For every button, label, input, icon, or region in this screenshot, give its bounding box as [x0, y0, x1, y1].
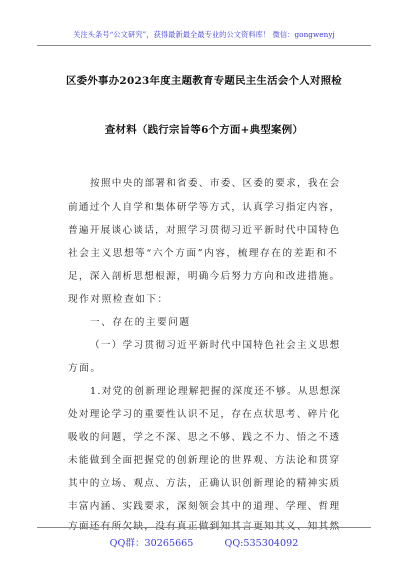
- promo-header: 关注头条号“公文研究”，获得最新最全最专业的公文资料库！ 微信：gongwenyj: [73, 30, 335, 39]
- qq-contact-number: QQ:535304092: [224, 538, 299, 549]
- subsection-heading: （一）学习贯彻习近平新时代中国特色社会主义思想: [90, 340, 341, 351]
- body-line: 吸收的问题，学之不深、思之不够、践之不力、悟之不透: [68, 432, 341, 443]
- footer-divider: [37, 527, 371, 528]
- body-line: 社会主义思想等“六个方面”内容，梳理存在的差距和不: [68, 248, 339, 259]
- footer-contacts: [0, 535, 408, 549]
- document-title-line-2: 查材料（践行宗旨等6个方面+典型案例）: [104, 124, 304, 136]
- document-title-line-1: 区委外事办2023年度主题教育专题民主生活会个人对照检: [65, 75, 342, 87]
- body-line: 普遍开展谈心谈话，对照学习贯彻习近平新时代中国特色: [68, 225, 341, 236]
- qq-group-number: QQ群：30265665: [109, 538, 194, 549]
- body-line: 1.对党的创新理论理解把握的深度还不够。从思想深: [90, 386, 342, 397]
- body-line: 足，深入剖析思想根源，明确今后努力方向和改进措施。: [68, 271, 341, 282]
- body-line: 处对理论学习的重要性认识不足，存在点状思考、碎片化: [68, 409, 341, 420]
- body-line: 前通过个人自学和集体研学等方式，认真学习指定内容，: [68, 202, 341, 213]
- body-line: 按照中央的部署和省委、市委、区委的要求，我在会: [90, 178, 341, 189]
- body-line: 方面。: [68, 363, 102, 374]
- body-line: 丰富内涵、实践要求，深刻领会其中的道理、学理、哲理: [68, 501, 341, 512]
- header-divider: [37, 45, 371, 46]
- body-line: 现作对照检查如下：: [68, 294, 169, 305]
- body-line: 其中的立场、观点、方法，正确认识创新理论的精神实质: [68, 478, 341, 489]
- body-line: 方面还有所欠缺，没有真正做到知其言更知其义、知其然: [68, 521, 341, 532]
- section-heading: 一、存在的主要问题: [90, 317, 191, 328]
- body-line: 未能做到全面把握党的创新理论的世界观、方法论和贯穿: [68, 455, 341, 466]
